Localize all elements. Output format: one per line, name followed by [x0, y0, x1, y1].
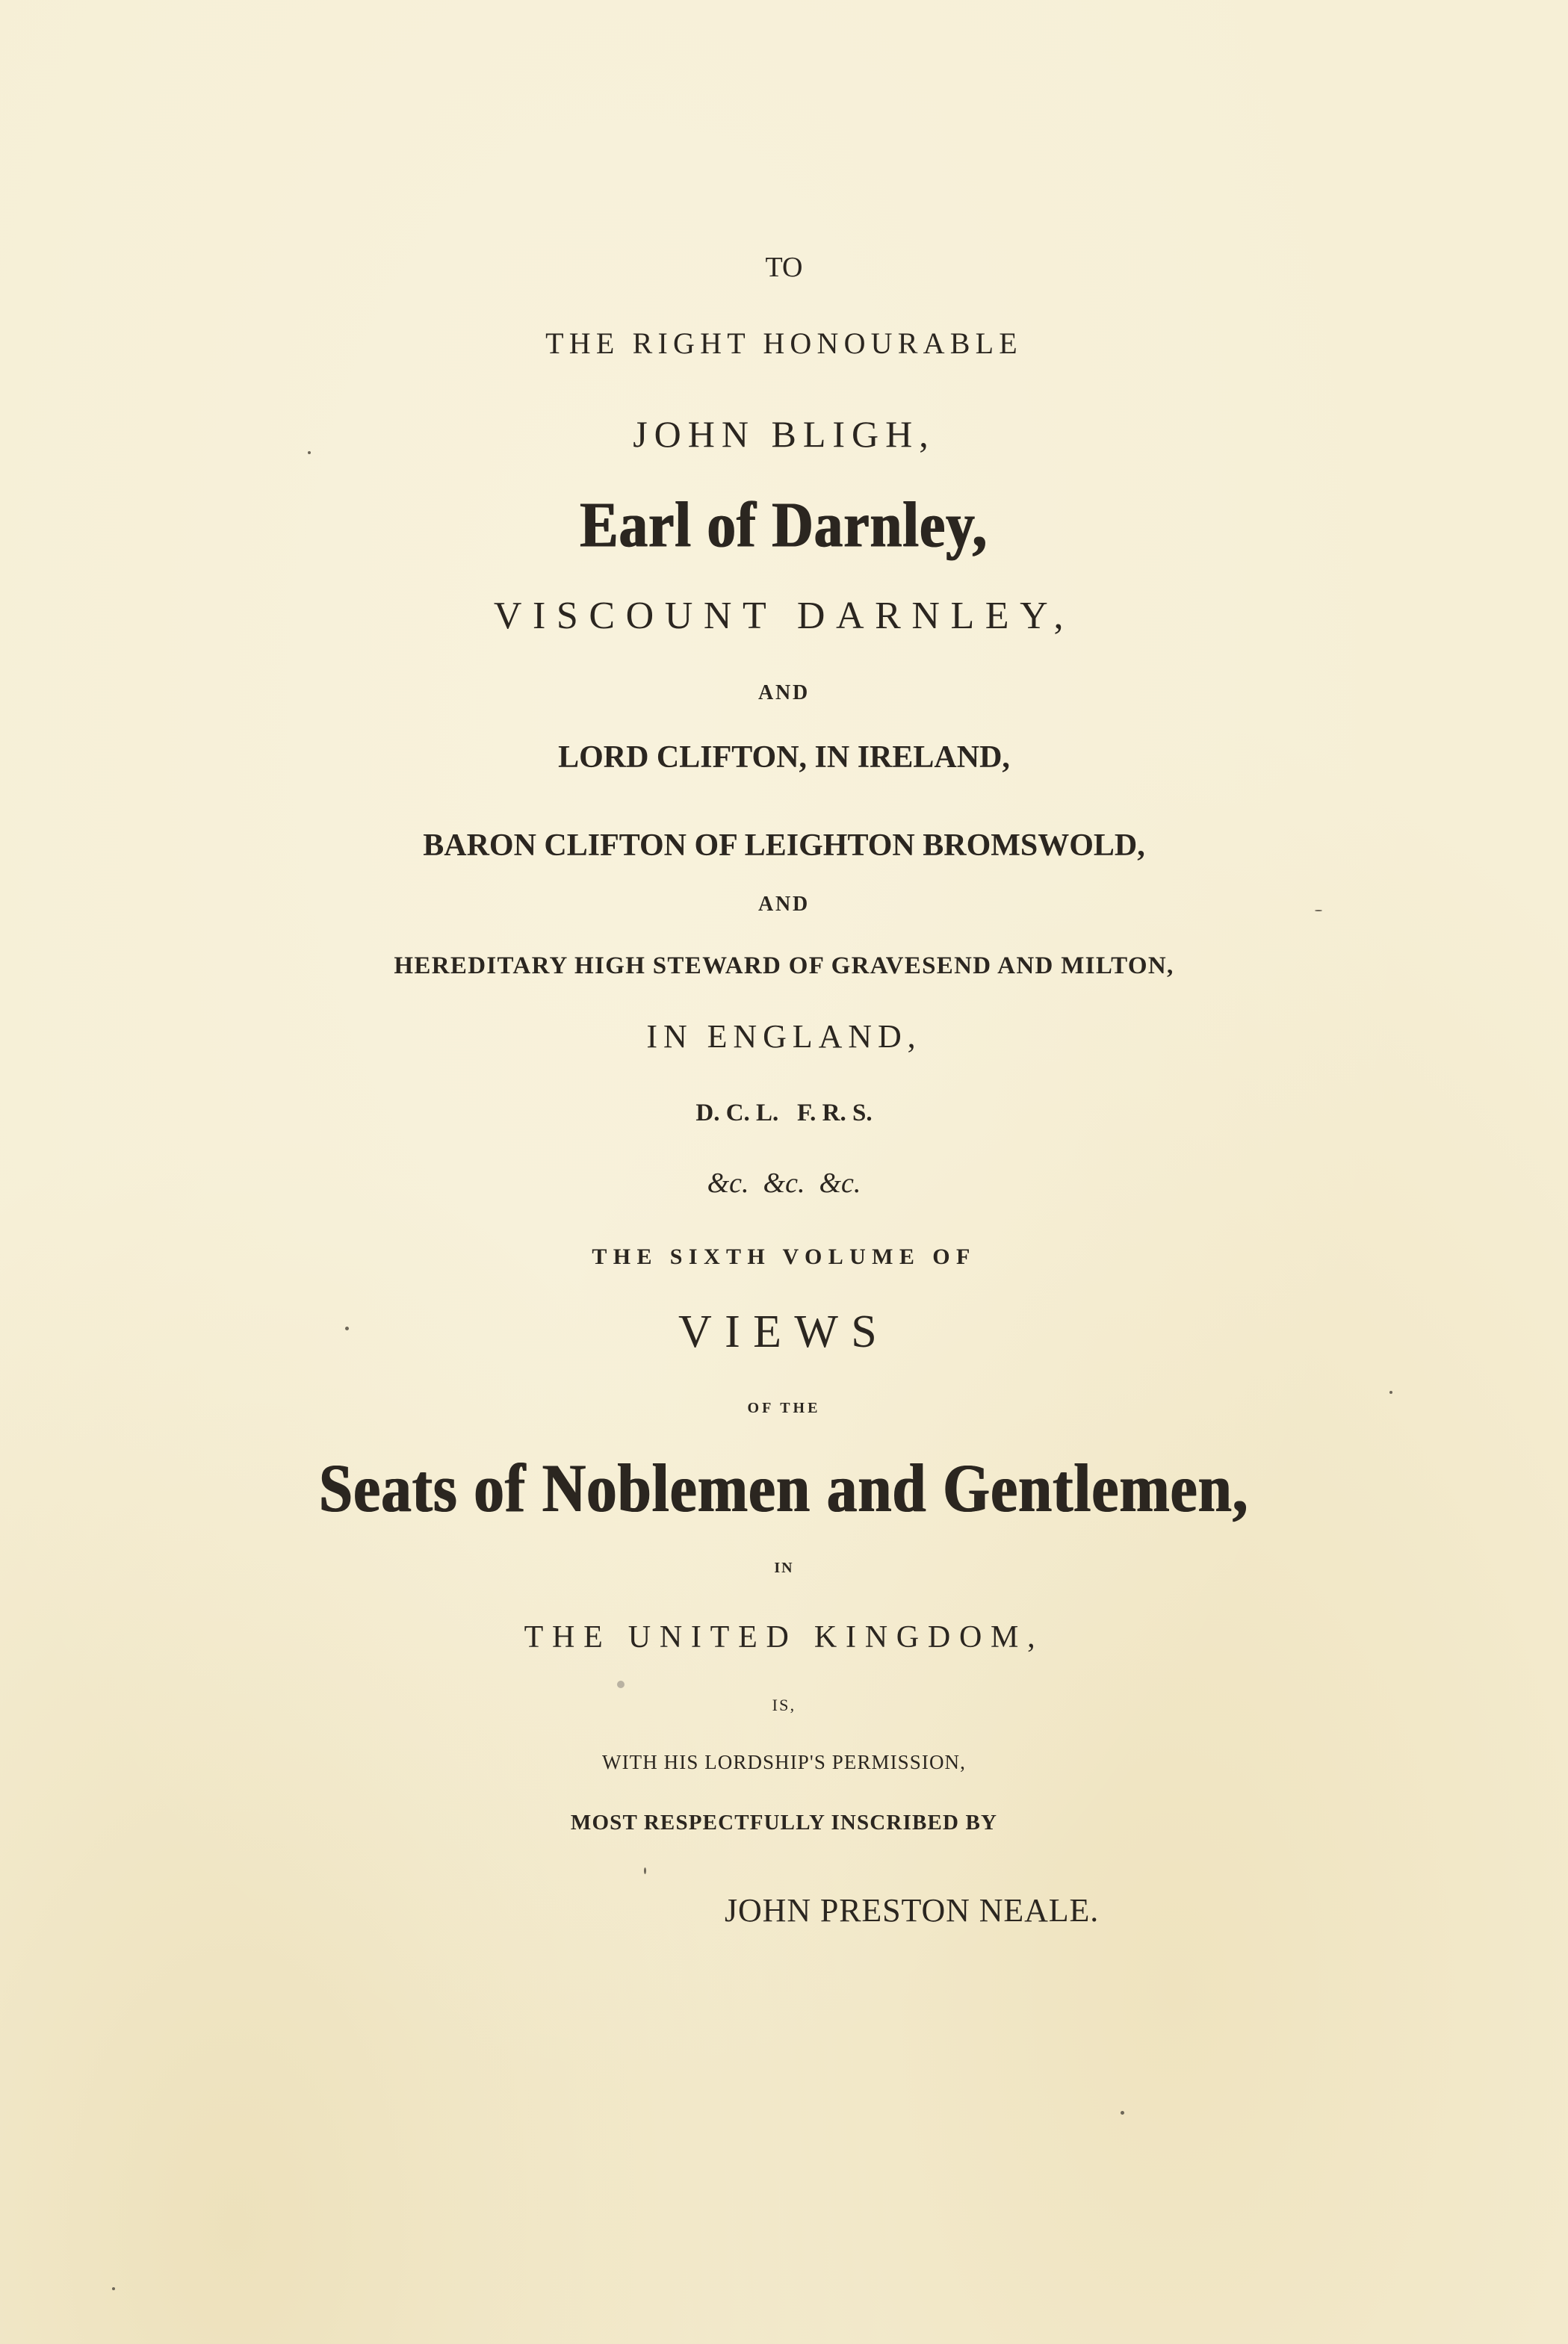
et-cetera: &c. &c. &c.: [707, 1168, 861, 1199]
baron-clifton-title: BARON CLIFTON OF LEIGHTON BROMSWOLD,: [423, 828, 1145, 863]
dedication-to: TO: [765, 252, 803, 283]
views-heading: VIEWS: [678, 1306, 890, 1357]
paper-speck: [644, 1867, 646, 1874]
earl-title: Earl of Darnley,: [580, 489, 988, 562]
seats-title: Seats of Noblemen and Gentlemen,: [319, 1451, 1249, 1527]
of-the: OF THE: [747, 1400, 821, 1416]
is-word: IS,: [772, 1696, 796, 1714]
inscribed-line: MOST RESPECTFULLY INSCRIBED BY: [570, 1811, 998, 1835]
in-england: IN ENGLAND,: [646, 1018, 922, 1055]
paper-speck: [617, 1681, 625, 1688]
in-word: IN: [774, 1560, 794, 1576]
author-signature: JOHN PRESTON NEALE.: [725, 1892, 1100, 1929]
lord-clifton-title: LORD CLIFTON, IN IRELAND,: [558, 740, 1010, 775]
paper-speck: [1389, 1391, 1392, 1394]
paper-speck: [112, 2287, 115, 2290]
paper-speck: [308, 451, 311, 454]
dedication-honorific: THE RIGHT HONOURABLE: [545, 326, 1023, 360]
united-kingdom: THE UNITED KINGDOM,: [524, 1620, 1044, 1655]
paper-speck: [1121, 2111, 1124, 2115]
paper-speck: [345, 1327, 349, 1330]
academic-degrees: D. C. L. F. R. S.: [695, 1100, 873, 1126]
permission-line: WITH HIS LORDSHIP'S PERMISSION,: [602, 1751, 966, 1773]
sixth-volume: THE SIXTH VOLUME OF: [592, 1244, 976, 1269]
viscount-title: VISCOUNT DARNLEY,: [493, 595, 1075, 637]
conjunction-and-1: AND: [757, 681, 811, 704]
dedicatee-name: JOHN BLIGH,: [633, 413, 935, 455]
steward-title: HEREDITARY HIGH STEWARD OF GRAVESEND AND MILTON,: [394, 952, 1174, 979]
conjunction-and-2: AND: [757, 893, 811, 916]
paper-speck: [1315, 910, 1322, 911]
